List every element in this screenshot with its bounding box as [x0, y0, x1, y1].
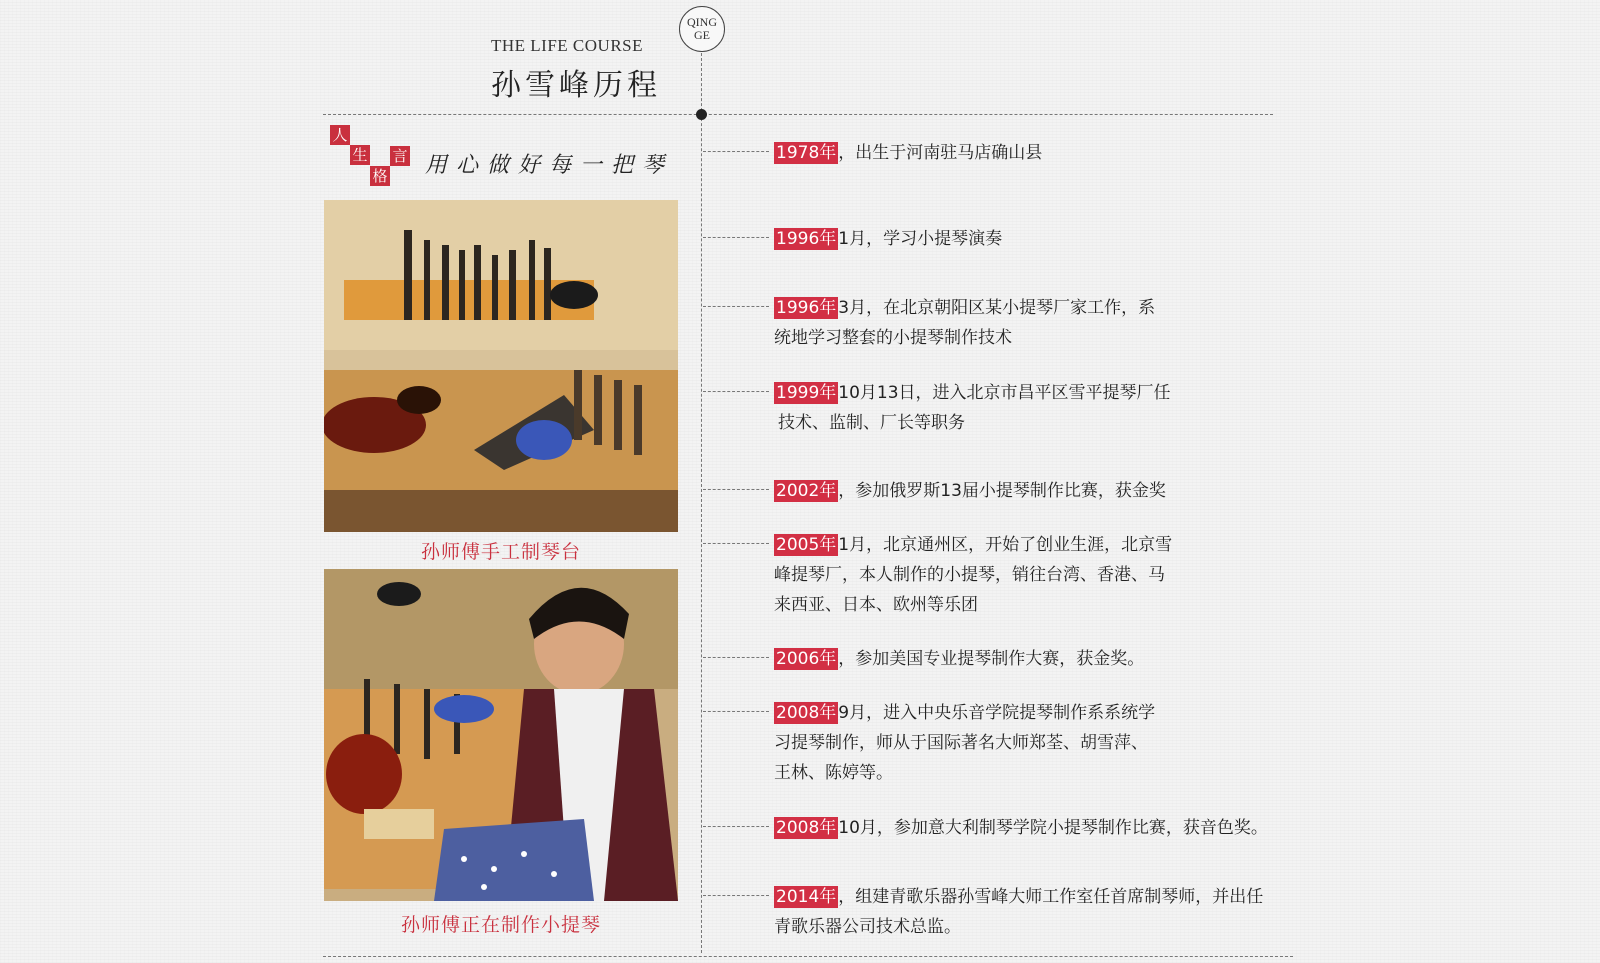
english-title: THE LIFE COURSE — [491, 36, 643, 55]
year-badge: 2008年 — [776, 703, 837, 723]
timeline-connector — [703, 151, 769, 152]
entry-text: 1月，学习小提琴演奏 — [838, 229, 1003, 249]
year-badge: 1978年 — [776, 143, 837, 163]
timeline-entry — [774, 378, 1294, 438]
entry-text: 10月，参加意大利制琴学院小提琴制作比赛，获音色奖。 — [838, 818, 1268, 838]
entry-text: 技术、监制、厂长等职务 — [778, 413, 965, 433]
timeline-axis — [701, 53, 702, 953]
timeline-entry — [774, 224, 1294, 254]
badge-line-1: QING — [687, 15, 717, 29]
seal-char: 生 — [350, 145, 370, 165]
year-badge: 1996年 — [776, 298, 837, 318]
entry-text: 10月13日，进入北京市昌平区雪平提琴厂任 — [838, 383, 1171, 403]
year-badge: 2014年 — [776, 887, 837, 907]
entry-text: 统地学习整套的小提琴制作技术 — [774, 328, 1012, 348]
year-badge: 1996年 — [776, 229, 837, 249]
timeline-entry — [774, 882, 1294, 942]
timeline-entry — [774, 476, 1294, 506]
entry-text: 习提琴制作，师从于国际著名大师郑荃、胡雪萍、 — [774, 733, 1148, 753]
badge-line-2: GE — [694, 28, 710, 42]
entry-text: ，参加俄罗斯13届小提琴制作比赛，获金奖 — [838, 481, 1166, 501]
photo-caption: 孙师傅正在制作小提琴 — [400, 914, 601, 936]
seal-char: 人 — [330, 125, 350, 145]
year-badge: 2008年 — [776, 818, 837, 838]
timeline-connector — [703, 657, 769, 658]
timeline-entry — [774, 698, 1294, 788]
entry-text: 1月，北京通州区，开始了创业生涯，北京雪 — [838, 535, 1173, 555]
entry-text: ，参加美国专业提琴制作大赛，获金奖。 — [838, 649, 1145, 669]
entry-text: 来西亚、日本、欧州等乐团 — [774, 595, 978, 615]
entry-text: ，出生于河南驻马店确山县 — [838, 143, 1043, 163]
timeline-dot — [696, 109, 707, 120]
timeline-connector — [703, 489, 769, 490]
timeline-entry — [774, 293, 1294, 353]
entry-text: ，组建青歌乐器孙雪峰大师工作室任首席制琴师，并出任 — [838, 887, 1264, 907]
entry-text: 9月，进入中央乐音学院提琴制作系系统学 — [838, 703, 1156, 723]
timeline-connector — [703, 237, 769, 238]
timeline-entry — [774, 813, 1294, 843]
brand-badge — [679, 6, 725, 52]
timeline-connector — [703, 543, 769, 544]
entry-text: 峰提琴厂，本人制作的小提琴，销往台湾、香港、马 — [774, 565, 1165, 585]
year-badge: 2002年 — [776, 481, 837, 501]
entry-text: 王林、陈婷等。 — [774, 763, 893, 783]
timeline-entry — [774, 530, 1294, 620]
timeline-entry — [774, 644, 1294, 674]
photo-caption: 孙师傅手工制琴台 — [420, 541, 581, 563]
motto-text: 用心做好每一把琴 — [425, 153, 674, 178]
top-divider — [323, 114, 1273, 115]
year-badge: 2005年 — [776, 535, 837, 555]
timeline-connector — [703, 711, 769, 712]
craftsman-photo — [324, 569, 678, 901]
entry-text: 青歌乐器公司技术总监。 — [774, 917, 961, 937]
seal-char: 格 — [370, 166, 390, 186]
workbench-photo — [324, 200, 678, 532]
timeline-connector — [703, 895, 769, 896]
timeline-connector — [703, 306, 769, 307]
timeline-entry — [774, 138, 1294, 168]
bottom-divider — [323, 956, 1293, 957]
year-badge: 1999年 — [776, 383, 837, 403]
page-title: 孙雪峰历程 — [491, 68, 661, 103]
entry-text: 3月，在北京朝阳区某小提琴厂家工作，系 — [838, 298, 1156, 318]
seal-char: 言 — [390, 146, 410, 166]
timeline-connector — [703, 826, 769, 827]
timeline-connector — [703, 391, 769, 392]
year-badge: 2006年 — [776, 649, 837, 669]
